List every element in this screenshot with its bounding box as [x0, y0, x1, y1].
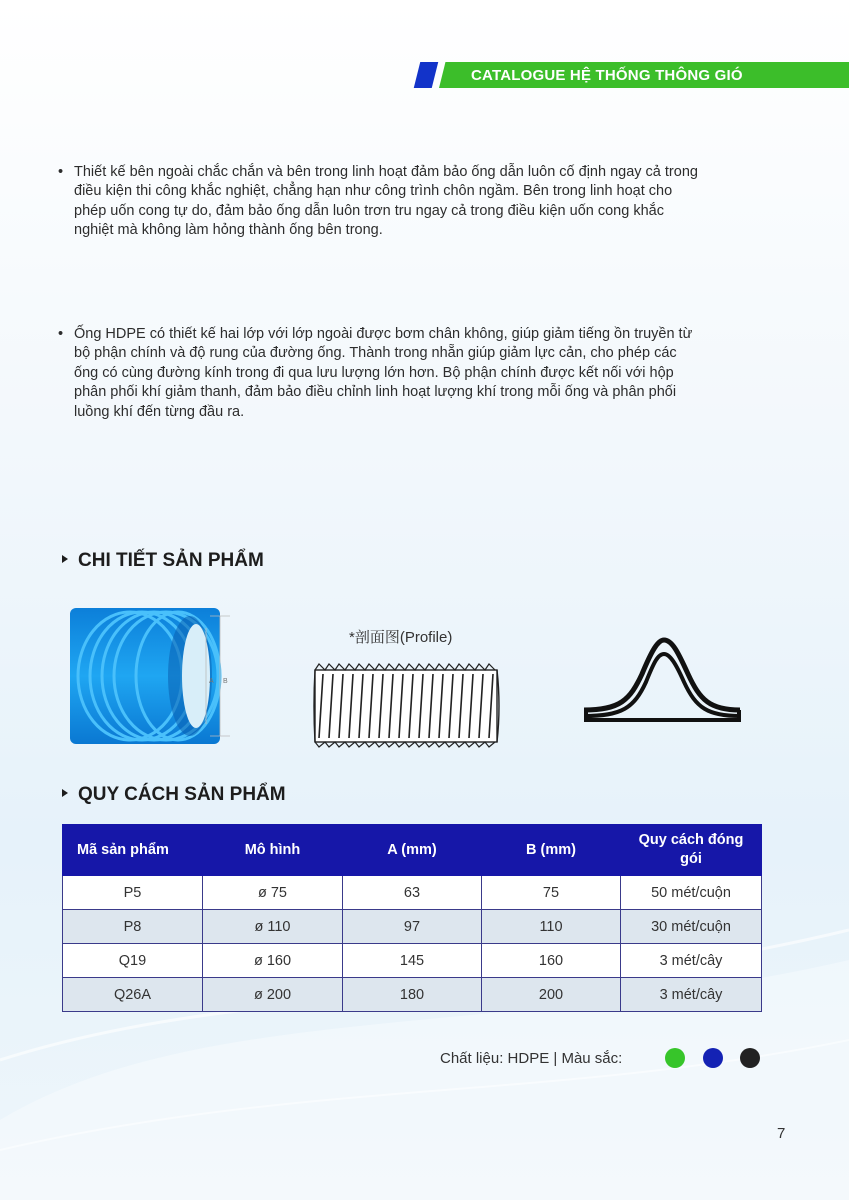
color-swatch-green	[665, 1048, 685, 1068]
table-cell: ø 75	[203, 876, 343, 910]
page-number: 7	[777, 1125, 786, 1142]
table-cell: Q26A	[63, 978, 203, 1012]
section-heading-product-detail	[62, 550, 264, 572]
column-header: B (mm)	[482, 825, 621, 876]
section-heading-product-spec	[62, 784, 286, 806]
table-cell: Q19	[63, 944, 203, 978]
pipe-photo	[70, 606, 240, 746]
table-row	[63, 978, 762, 1012]
bullet-text: Thiết kế bên ngoài chắc chắn và bên trong linh hoạt đảm bảo ống dẫn luôn cố định ngay cả trong điều kiện thi công khắc nghiệt, chẳng hạn như công trình chôn ngầm. Bên trong linh hoạt cho phép uốn cong tự do, đảm bảo ống dẫn luôn trơn tru ngay cả trong điều kiện uốn cong khắc nghiệt mà không làm hỏng thành ống bên trong.	[74, 164, 698, 239]
profile-caption: *剖面图(Profile)	[349, 629, 453, 646]
bullet-text: Ống HDPE có thiết kế hai lớp với lớp ngoài được bơm chân không, giúp giảm tiếng ồn truyền từ bộ phận chính và độ rung của đường ống. Thành trong nhẵn giúp giảm lực cản, cho phép các ống có cùng đường kính trong đi qua lưu lượng lớn hơn. Bộ phận chính được kết nối với hộp phân phối khí giảm thanh, đảm bảo điều chỉnh linh hoạt lượng khí trong mỗi ống và phân phối luồng khí đến từng đầu ra.	[74, 326, 693, 420]
table-cell: 75	[482, 876, 621, 910]
table-cell: 63	[343, 876, 482, 910]
table-cell: P5	[63, 876, 203, 910]
table-row	[63, 944, 762, 978]
bullet-marker: •	[58, 326, 64, 342]
material-label: Chất liệu: HDPE | Màu sắc:	[440, 1050, 623, 1067]
section-title: CHI TIẾT SẢN PHẨM	[78, 550, 264, 571]
feature-bullet	[58, 325, 698, 422]
color-swatch-black	[740, 1048, 760, 1068]
header-accent-stripe	[414, 62, 438, 88]
table-cell: P8	[63, 910, 203, 944]
table-cell: 97	[343, 910, 482, 944]
table-cell: 200	[482, 978, 621, 1012]
column-header: A (mm)	[343, 825, 482, 876]
column-header: Mô hình	[203, 825, 343, 876]
table-cell: 160	[482, 944, 621, 978]
table-cell: ø 200	[203, 978, 343, 1012]
table-cell: 30 mét/cuộn	[621, 910, 762, 944]
column-header: Mã sản phẩm	[63, 825, 203, 876]
table-cell: 110	[482, 910, 621, 944]
bullet-marker: •	[58, 164, 64, 180]
table-cell: ø 110	[203, 910, 343, 944]
section-title: QUY CÁCH SẢN PHẨM	[78, 784, 286, 805]
dimension-label-a: A	[209, 678, 214, 685]
feature-bullet	[58, 163, 698, 241]
table-header-row	[63, 825, 762, 876]
header-title: CATALOGUE HỆ THỐNG THÔNG GIÓ	[471, 67, 743, 84]
triangle-bullet-icon	[62, 789, 68, 797]
table-cell: 50 mét/cuộn	[621, 876, 762, 910]
table-row	[63, 876, 762, 910]
spec-table	[62, 824, 762, 1012]
table-cell: 3 mét/cây	[621, 978, 762, 1012]
table-row	[63, 910, 762, 944]
table-cell: 145	[343, 944, 482, 978]
table-cell: ø 160	[203, 944, 343, 978]
cross-section-drawing	[580, 630, 745, 725]
profile-drawing	[305, 626, 505, 748]
dimension-label-b: B	[223, 678, 228, 685]
triangle-bullet-icon	[62, 555, 68, 563]
catalogue-header	[417, 62, 849, 88]
table-cell: 3 mét/cây	[621, 944, 762, 978]
color-swatch-blue	[703, 1048, 723, 1068]
column-header: Quy cách đóng gói	[621, 825, 762, 876]
table-cell: 180	[343, 978, 482, 1012]
